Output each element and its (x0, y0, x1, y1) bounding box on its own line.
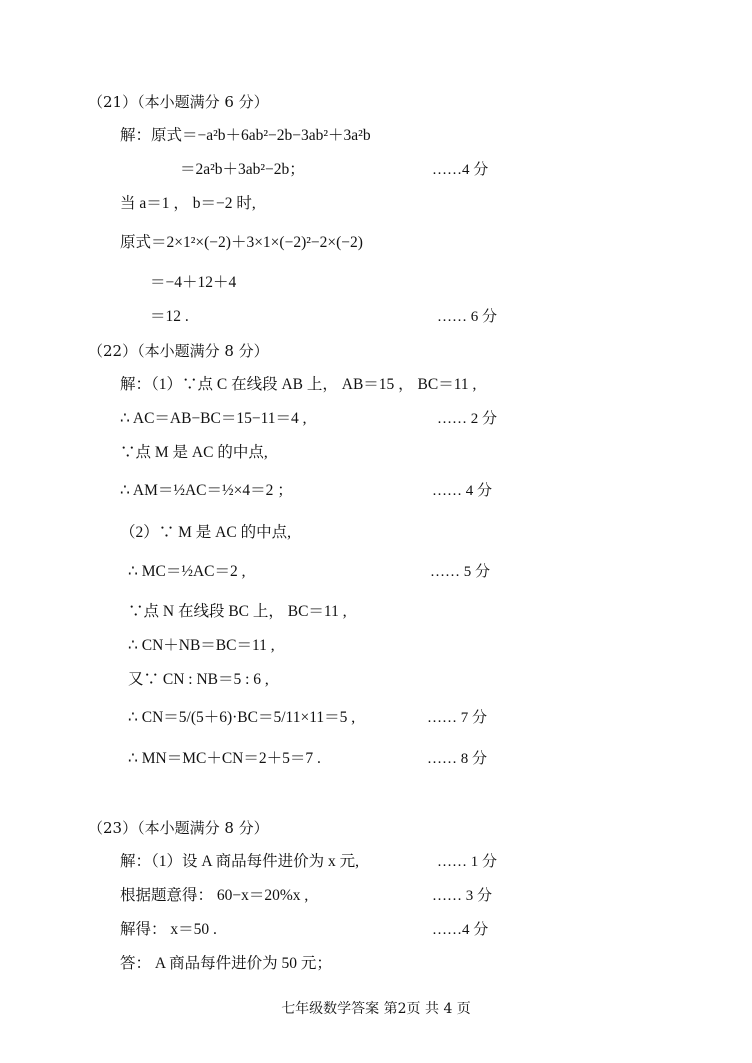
q22-line-2: ∴ AC＝AB−BC＝15−11＝4 , (120, 410, 307, 427)
q23-line-2: 根据题意得： 60−x＝20%x , (120, 887, 309, 904)
q21-line-2: ＝2a²b＋3ab²−2b； (180, 161, 305, 178)
q23-line-3: 解得： x＝50 . (120, 921, 217, 938)
q22-line-6: ∴ MC＝½AC＝2 , (128, 563, 246, 580)
q23-heading: （23）（本小题满分 8 分） (88, 819, 269, 837)
q21-heading: （21）（本小题满分 6 分） (88, 93, 269, 111)
q22-score-2: …… 4 分 (432, 483, 493, 499)
q21-line-3: 当 a＝1 ， b＝−2 时, (120, 195, 256, 212)
q23-score-3: ……4 分 (432, 922, 489, 938)
q22-line-3: ∵点 M 是 AC 的中点, (120, 444, 268, 461)
q22-score-5: …… 8 分 (427, 751, 488, 767)
q21-line-5: ＝−4＋12＋4 (150, 274, 237, 291)
q23-line-1: 解：（1）设 A 商品每件进价为 x 元, (120, 853, 359, 870)
q21-line-6: ＝12 . (150, 308, 189, 325)
q22-score-1: …… 2 分 (437, 411, 498, 427)
q22-line-7: ∵点 N 在线段 BC 上， BC＝11 , (128, 603, 347, 620)
q23-score-1: …… 1 分 (437, 854, 498, 870)
q22-line-8: ∴ CN＋NB＝BC＝11 , (128, 637, 275, 654)
q23-line-4: 答： A 商品每件进价为 50 元； (120, 955, 332, 972)
q22-line-10: ∴ CN＝5/(5＋6)·BC＝5/11×11＝5 , (128, 709, 356, 726)
q22-line-5: （2）∵ M 是 AC 的中点, (120, 524, 291, 541)
q21-score-1: ……4 分 (432, 162, 489, 178)
q22-line-4: ∴ AM＝½AC＝½×4＝2 ； (120, 482, 293, 499)
q22-line-9: 又∵ CN : NB＝5 : 6 , (128, 671, 269, 688)
q21-line-1: 解：原式＝−a²b＋6ab²−2b−3ab²＋3a²b (120, 127, 371, 144)
q21-score-2: …… 6 分 (437, 309, 498, 325)
q21-line-4: 原式＝2×1²×(−2)＋3×1×(−2)²−2×(−2) (120, 234, 363, 251)
q22-line-1: 解：（1）∵点 C 在线段 AB 上， AB＝15 ， BC＝11 , (120, 376, 477, 393)
page-footer: 七年级数学答案 第2页 共 4 页 (281, 1001, 471, 1017)
q22-line-11: ∴ MN＝MC＋CN＝2＋5＝7 . (128, 750, 321, 767)
q22-score-4: …… 7 分 (427, 710, 488, 726)
q22-heading: （22）（本小题满分 8 分） (88, 342, 269, 360)
q23-score-2: …… 3 分 (432, 888, 493, 904)
q22-score-3: …… 5 分 (430, 564, 491, 580)
